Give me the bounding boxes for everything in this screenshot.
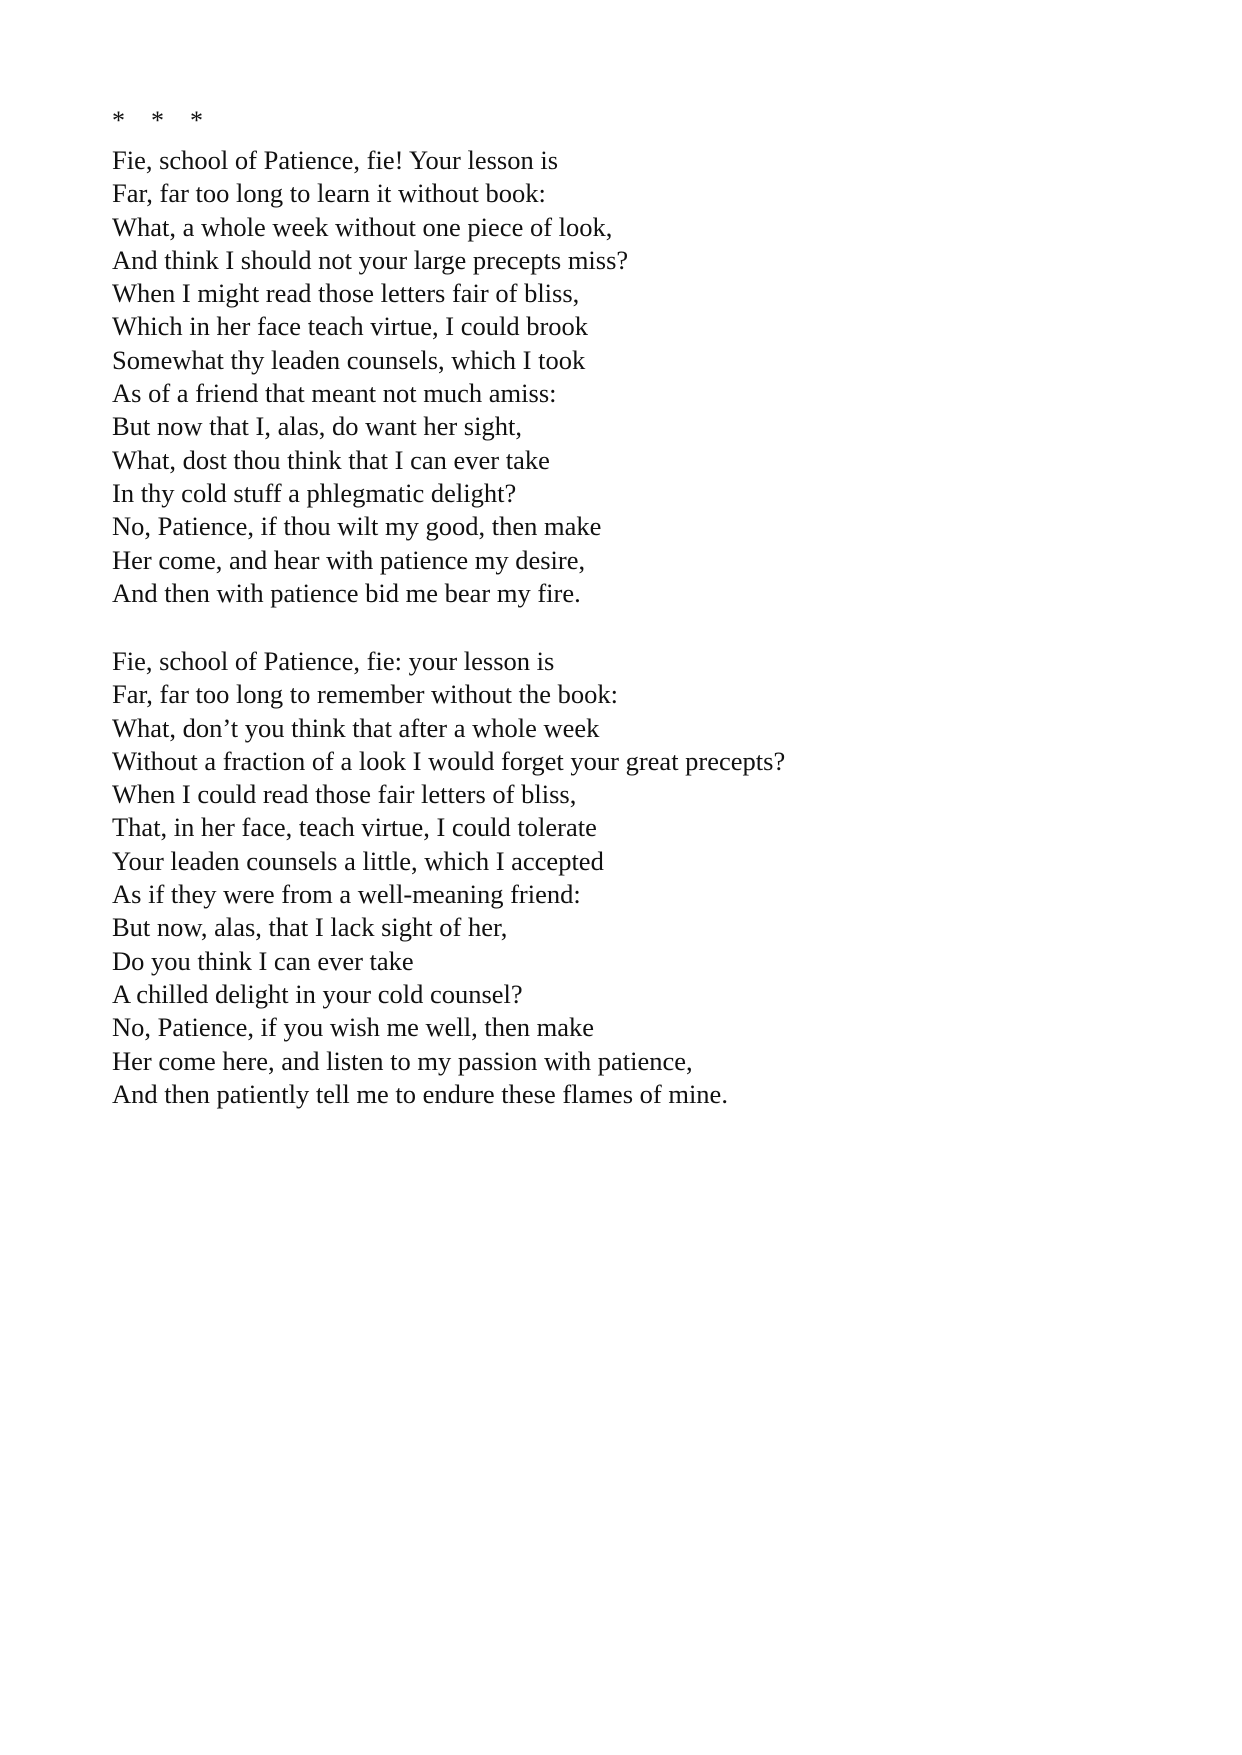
poem-line: A chilled delight in your cold counsel? [112,978,523,1009]
poem-line: And then with patience bid me bear my fire. [112,577,581,608]
poem-line: But now that I, alas, do want her sight, [112,411,522,442]
poem-line: No, Patience, if you wish me well, then make [112,1012,595,1043]
poem-line: That, in her face, teach virtue, I could tolerate [112,812,597,843]
poem-line: When I might read those letters fair of bliss, [112,278,580,309]
original-sonnet-stanza [112,144,628,610]
poem-line: Do you think I can ever take [112,945,414,976]
poem-line: Your leaden counsels a little, which I accepted [112,845,604,876]
poem-line: But now, alas, that I lack sight of her, [112,912,508,943]
poem-line: What, a whole week without one piece of look, [112,211,613,242]
poem-line: Which in her face teach virtue, I could brook [112,311,589,342]
poem-line: What, don’t you think that after a whole week [112,712,600,743]
poem-line: And then patiently tell me to endure these flames of mine. [112,1078,728,1109]
modern-paraphrase-stanza [112,645,785,1111]
poem-line: Her come, and hear with patience my desire, [112,544,586,575]
poem-line: Without a fraction of a look I would forget your great precepts? [112,745,786,776]
poem-line: Her come here, and listen to my passion with patience, [112,1045,693,1076]
poem-line: Far, far too long to remember without the book: [112,679,619,710]
poem-line: Far, far too long to learn it without book: [112,178,546,209]
section-separator: * * * [112,106,203,135]
poem-line: What, dost thou think that I can ever take [112,444,550,475]
poem-line: Fie, school of Patience, fie: your lesson is [112,646,555,676]
poem-line: When I could read those fair letters of bliss, [112,779,577,810]
poem-line: As of a friend that meant not much amiss: [112,378,557,409]
poem-line: And think I should not your large precepts miss? [112,244,629,275]
poem-line: As if they were from a well-meaning friend: [112,879,581,910]
poem-line: Fie, school of Patience, fie! Your lesson is [112,145,559,175]
poem-line: In thy cold stuff a phlegmatic delight? [112,477,517,508]
poem-line: No, Patience, if thou wilt my good, then make [112,511,602,542]
poem-line: Somewhat thy leaden counsels, which I took [112,344,586,375]
